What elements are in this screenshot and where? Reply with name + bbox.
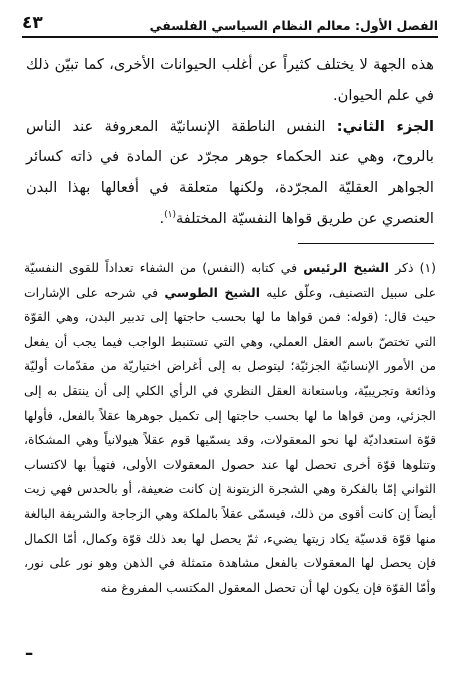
footnote-number: (١) <box>419 260 436 275</box>
continuation-mark: ـ <box>26 639 33 660</box>
paragraph-2-end: . <box>159 209 165 227</box>
paragraph-1: هذه الجهة لا يختلف كثيراً عن أغلب الحيوانات الأخرى، كما تبيّن ذلك في علم الحيوان. <box>26 56 434 104</box>
paragraph-2 <box>26 112 434 235</box>
paragraph-2-label: الجزء الثاني: <box>336 117 434 135</box>
footnote-reference[interactable]: (١) <box>164 210 176 221</box>
page-number: ٤٣ <box>22 13 43 33</box>
footnote-author-1: الشيخ الرئيس <box>303 260 390 275</box>
page-header <box>22 12 438 38</box>
footnote-text-2: في كتابه (النفس) من الشفاء تعداداً للقوى النفسيّة على سبيل التصنيف، وعلّق عليه <box>24 260 436 300</box>
running-title: الفصل الأول: معالم النظام السياسي الفلسفي <box>149 18 438 33</box>
footnote-author-2: الشيخ الطوسي <box>164 284 260 300</box>
footnote-text-1: ذكر <box>389 260 420 275</box>
paragraph-2-text: النفس الناطقة الإنسانيّة المعروفة عند الناس بالروح، وهي عند الحكماء جوهر مجرّد عن المادة في ذاته كسائر الجواهر العقليّة المجرّدة، ولكنها متعلقة في أفعالها بهذا البدن العنصري عن طريق قواها النفسيّة المختلفة <box>26 117 434 227</box>
main-text <box>26 50 434 235</box>
footnote-separator <box>298 243 434 244</box>
footnote-text-3: في شرحه على الإشارات حيث قال: (قوله: فمن قواها ما لها بحسب حاجتها إلى تدبير البدن، وهي القوّة التي تختصّ باسم العقل العملي، وهي التي تستنبط الواجب فيما يجب أن يفعل من الأمور الإنسانيّة الجزئيّة؛ ليتوصل به إلى أغراض اختياريّة من مقدّمات أوليّة وذائعة وتجريبيّة، وباستعانة العقل النظري في الرأي الكلي إلى أن ينتقل به إلى الجزئي، ومن قواها ما لها بحسب حاجتها إلى تكميل جوهرها عقلاً بالفعل، فأولها قوّة استعداديّة لها نحو المعقولات، وقد يسمّيها قوم عقلاً هيولانياً وهي المشكاة، وتتلوها قوّة أخرى تحصل لها عند حصول المعقولات الأولى، فتهيأ بها لاكتساب الثواني إمّا بالفكرة وهي الشجرة الزيتونة إن كانت ضعيفة، أو بالحدس فهي زيت أيضاً إن كانت أقوى من ذلك، فيسمّى عقلاً بالملكة وهي الزجاجة والشريفة البالغة منها قوّة قدسيّة يكاد زيتها يضيء، ثمّ يحصل لها بعد ذلك قوّة وكمال، أمّا الكمال فإن يحصل لها المعقولات بالفعل مشاهدة متمثلة في الذهن وهو نور على نور، وأمّا القوّة فإن يكون لها أن تحصل المعقول المكتسب المفروغ منه <box>24 284 436 595</box>
footnote <box>24 256 436 600</box>
